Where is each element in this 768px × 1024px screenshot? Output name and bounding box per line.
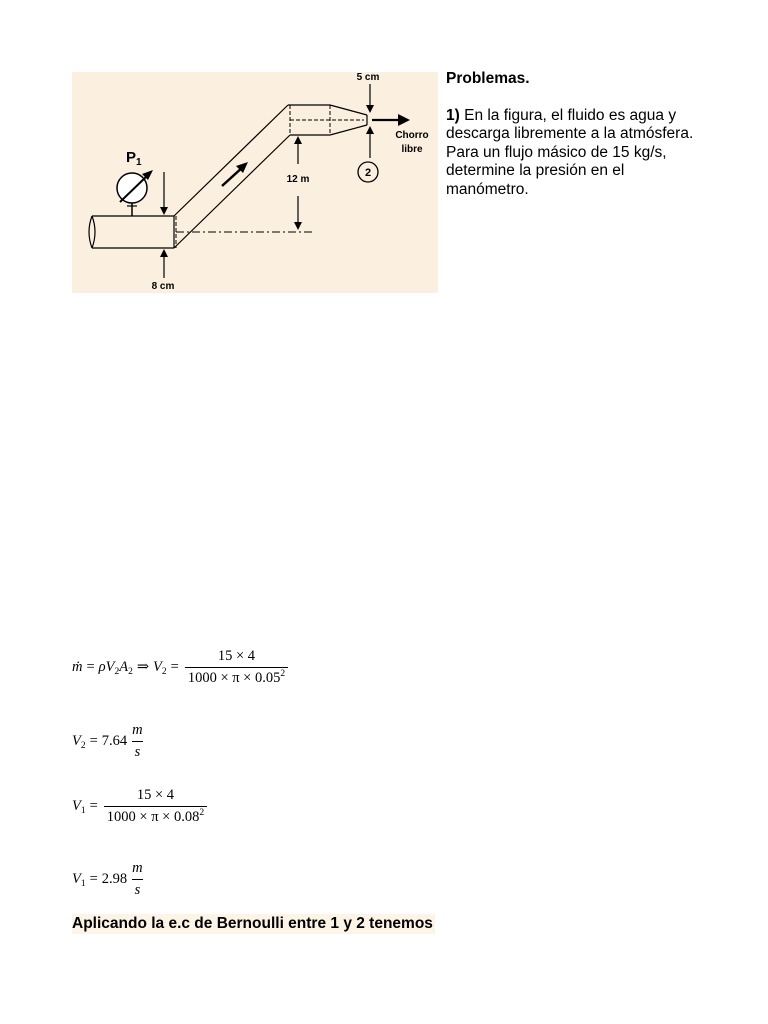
eq3-den-sup: 2 bbox=[199, 808, 205, 818]
eq3-v-sub: 1 bbox=[80, 805, 86, 816]
eq4-v-sub: 1 bbox=[80, 878, 86, 889]
eq1-fraction bbox=[185, 648, 288, 687]
eq3-denominator bbox=[104, 806, 207, 826]
eq1-v-sub: 2 bbox=[114, 666, 120, 677]
eq1-mdot: ṁ bbox=[72, 659, 83, 675]
eq1-a-sub: 2 bbox=[128, 666, 133, 677]
bernoulli-statement: Aplicando la e.c de Bernoulli entre 1 y 2 tenemos bbox=[72, 915, 433, 932]
eq1-rho: ρ bbox=[98, 659, 106, 675]
eq1-a: A bbox=[119, 659, 129, 675]
eq3-v: V bbox=[72, 798, 81, 814]
jet-label-line2: libre bbox=[401, 144, 423, 155]
problem-statement bbox=[446, 70, 706, 199]
eq2-unit-num: m bbox=[132, 722, 143, 738]
eq2-value: 7.64 bbox=[101, 733, 128, 749]
eq2-equals: = bbox=[89, 733, 98, 749]
eq4-unit-den: s bbox=[132, 879, 144, 899]
equation-mass-flow bbox=[72, 648, 290, 687]
problem-1-body: En la figura, el fluido es agua y descarga libremente a la atmósfera. Para un flujo másico de 15 kg/s, determine la presión en el manómetro. bbox=[446, 106, 694, 198]
eq1-den-text: 1000 × π × 0.05 bbox=[187, 670, 281, 686]
eq3-equals: = bbox=[89, 798, 98, 814]
equation-v2-result bbox=[72, 722, 148, 761]
eq1-equals-2: = bbox=[170, 659, 179, 675]
eq2-v: V bbox=[72, 733, 81, 749]
eq2-unit-den: s bbox=[132, 741, 144, 761]
height-label: 12 m bbox=[286, 174, 310, 185]
eq1-equals: = bbox=[86, 659, 95, 675]
eq1-implies: ⇒ bbox=[136, 659, 150, 675]
eq2-v-sub: 2 bbox=[80, 740, 86, 751]
eq3-numerator: 15 × 4 bbox=[136, 787, 175, 803]
eq1-v: V bbox=[105, 659, 115, 675]
eq4-value: 2.98 bbox=[101, 871, 128, 887]
eq3-den-text: 1000 × π × 0.08 bbox=[106, 809, 200, 825]
problem-number: 1) bbox=[446, 106, 460, 124]
problems-heading: Problemas. bbox=[446, 70, 530, 87]
eq2-unit bbox=[129, 722, 145, 761]
inlet-diameter-label: 8 cm bbox=[151, 281, 175, 292]
pressure-label: $P_1$ bbox=[126, 149, 142, 168]
jet-label-line1: Chorro bbox=[395, 130, 429, 141]
eq4-equals: = bbox=[89, 871, 98, 887]
equation-v1-result bbox=[72, 860, 148, 899]
problem-1-text bbox=[446, 107, 706, 200]
eq1-numerator: 15 × 4 bbox=[217, 648, 256, 664]
equation-v1 bbox=[72, 787, 209, 826]
eq1-den-sup: 2 bbox=[280, 669, 286, 679]
point-2-label: 2 bbox=[364, 167, 372, 179]
outlet-diameter-label: 5 cm bbox=[356, 72, 380, 83]
eq1-v2-sub: 2 bbox=[161, 666, 167, 677]
eq4-unit-num: m bbox=[132, 860, 143, 876]
eq1-denominator bbox=[185, 667, 288, 687]
eq3-fraction bbox=[104, 787, 207, 826]
eq1-v2: V bbox=[153, 659, 162, 675]
eq4-v: V bbox=[72, 871, 81, 887]
pipe-diagram bbox=[72, 72, 438, 293]
eq4-unit bbox=[129, 860, 145, 899]
